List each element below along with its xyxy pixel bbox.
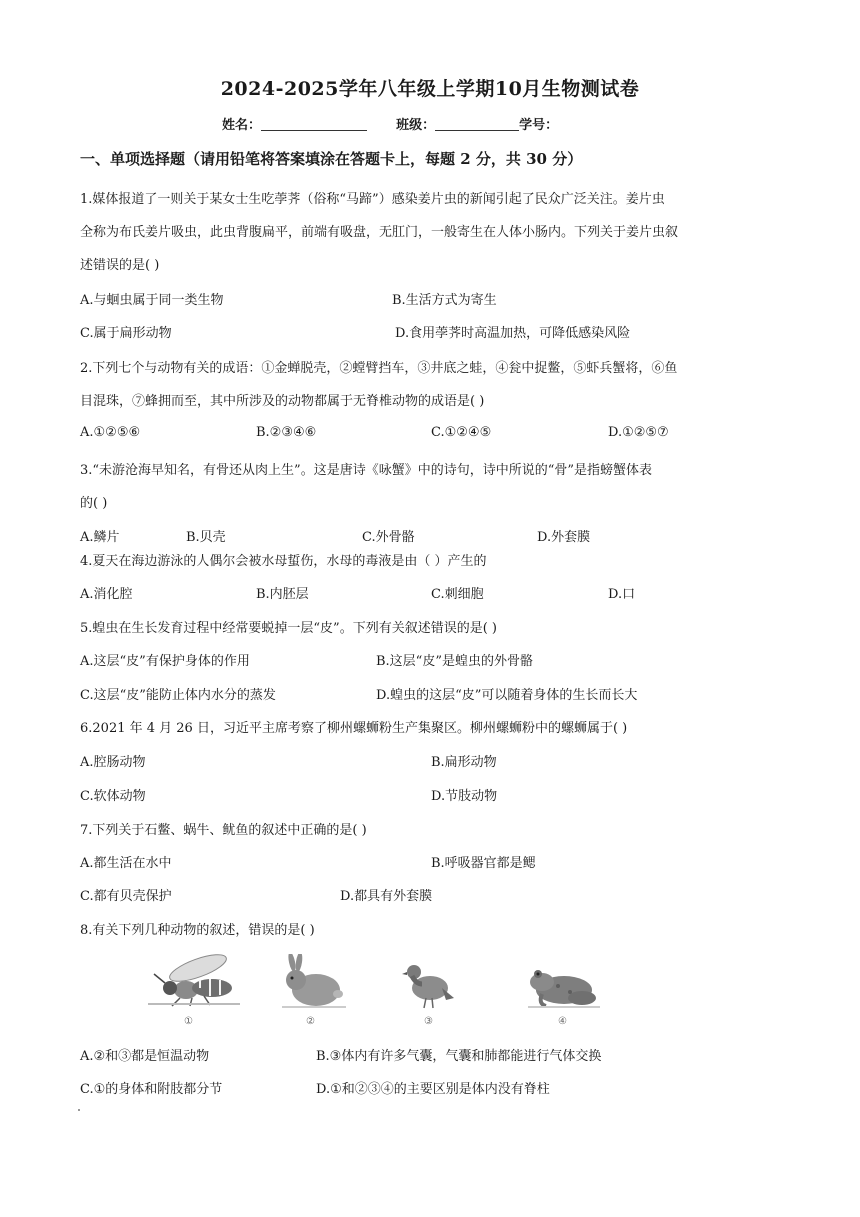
- q4-option-c[interactable]: C.刺细胞: [431, 587, 484, 602]
- class-label: 班级：: [396, 118, 436, 133]
- q6-option-a[interactable]: A.腔肠动物: [80, 755, 146, 770]
- q3-option-a[interactable]: A.鳞片: [80, 530, 120, 545]
- wasp-figure: [140, 948, 250, 1010]
- q5-option-c[interactable]: C.这层“皮”能防止体内水分的蒸发: [80, 688, 276, 703]
- student-info-row: [222, 114, 558, 133]
- figure-label-4: ④: [558, 1016, 567, 1027]
- q2-option-d[interactable]: D.①②⑤⑦: [608, 425, 669, 440]
- q8-option-a[interactable]: A.②和③都是恒温动物: [80, 1049, 210, 1064]
- q6-option-c[interactable]: C.软体动物: [80, 789, 146, 804]
- q4-line-1: 4.夏天在海边游泳的人偶尔会被水母蜇伤，水母的毒液是由（ ）产生的: [80, 554, 487, 569]
- q7-line-1: 7.下列关于石鳖、蜗牛、鱿鱼的叙述中正确的是( ): [80, 823, 367, 838]
- q1-option-b[interactable]: B.生活方式为寄生: [392, 293, 497, 308]
- q6-line-1: 6.2021 年 4 月 26 日，习近平主席考察了柳州螺蛳粉生产集聚区。柳州螺蛳粉中的螺蛳属于( ): [80, 721, 628, 736]
- q3-option-b[interactable]: B.贝壳: [186, 530, 226, 545]
- exam-title: 2024-2025学年八年级上学期10月生物测试卷: [220, 78, 640, 100]
- q2-option-b[interactable]: B.②③④⑥: [256, 425, 317, 440]
- q2-line-1: 2.下列七个与动物有关的成语：①金蝉脱壳，②螳臂挡车，③井底之蛙，④瓮中捉鳖，⑤虾兵蟹将，⑥鱼: [80, 361, 678, 376]
- frog-figure: [524, 960, 602, 1010]
- section-heading: 一、单项选择题（请用铅笔将答案填涂在答题卡上，每题 2 分，共 30 分）: [80, 150, 583, 168]
- q6-option-d[interactable]: D.节肢动物: [431, 789, 498, 804]
- figure-label-2: ②: [306, 1016, 315, 1027]
- q8-line-1: 8.有关下列几种动物的叙述，错误的是( ): [80, 923, 315, 938]
- figure-label-3: ③: [424, 1016, 433, 1027]
- q8-option-d[interactable]: D.①和②③④的主要区别是体内没有脊柱: [316, 1082, 550, 1097]
- q3-line-1: 3.“未游沧海早知名，有骨还从肉上生”。这是唐诗《咏蟹》中的诗句，诗中所说的“骨”是指螃蟹体表: [80, 463, 652, 478]
- q8-option-b[interactable]: B.③体内有许多气囊，气囊和肺都能进行气体交换: [316, 1049, 602, 1064]
- q6-option-b[interactable]: B.扁形动物: [431, 755, 497, 770]
- q1-option-c[interactable]: C.属于扁形动物: [80, 326, 172, 341]
- q8-option-c[interactable]: C.①的身体和附肢都分节: [80, 1082, 223, 1097]
- student-id-label: 学号：: [519, 118, 559, 133]
- q4-option-a[interactable]: A.消化腔: [80, 587, 133, 602]
- q7-option-a[interactable]: A.都生活在水中: [80, 856, 172, 871]
- q3-line-2: 的( ): [80, 496, 108, 511]
- stray-dot: [78, 1109, 80, 1111]
- q5-option-b[interactable]: B.这层“皮”是蝗虫的外骨骼: [376, 654, 533, 669]
- q2-line-2: 目混珠，⑦蜂拥而至，其中所涉及的动物都属于无脊椎动物的成语是( ): [80, 394, 485, 409]
- class-blank[interactable]: [435, 116, 519, 131]
- q1-line-1: 1.媒体报道了一则关于某女士生吃荸荠（俗称“马蹄”）感染姜片虫的新闻引起了民众广泛关注。姜片虫: [80, 192, 665, 207]
- q5-option-a[interactable]: A.这层“皮”有保护身体的作用: [80, 654, 250, 669]
- q1-option-a[interactable]: A.与蛔虫属于同一类生物: [80, 293, 224, 308]
- animal-figures: [140, 940, 620, 1030]
- q1-option-d[interactable]: D.食用荸荠时高温加热，可降低感染风险: [395, 326, 631, 341]
- q4-option-d[interactable]: D.口: [608, 587, 636, 602]
- q3-option-d[interactable]: D.外套膜: [537, 530, 591, 545]
- q7-option-c[interactable]: C.都有贝壳保护: [80, 889, 172, 904]
- name-label: 姓名：: [222, 118, 262, 133]
- q5-line-1: 5.蝗虫在生长发育过程中经常要蜕掉一层“皮”。下列有关叙述错误的是( ): [80, 621, 497, 636]
- pigeon-figure: [402, 958, 454, 1012]
- q1-line-3: 述错误的是( ): [80, 258, 160, 273]
- q4-option-b[interactable]: B.内胚层: [256, 587, 309, 602]
- q2-option-a[interactable]: A.①②⑤⑥: [80, 425, 141, 440]
- q5-option-d[interactable]: D.蝗虫的这层“皮”可以随着身体的生长而长大: [376, 688, 638, 703]
- rabbit-figure: [278, 954, 350, 1010]
- q1-line-2: 全称为布氏姜片吸虫，此虫背腹扁平，前端有吸盘，无肛门，一般寄生在人体小肠内。下列关于姜片虫叙: [80, 225, 679, 240]
- name-blank[interactable]: [261, 116, 367, 131]
- q2-option-c[interactable]: C.①②④⑤: [431, 425, 492, 440]
- q3-option-c[interactable]: C.外骨骼: [362, 530, 415, 545]
- q7-option-d[interactable]: D.都具有外套膜: [340, 889, 433, 904]
- figure-label-1: ①: [184, 1016, 193, 1027]
- q7-option-b[interactable]: B.呼吸器官都是鳃: [431, 856, 536, 871]
